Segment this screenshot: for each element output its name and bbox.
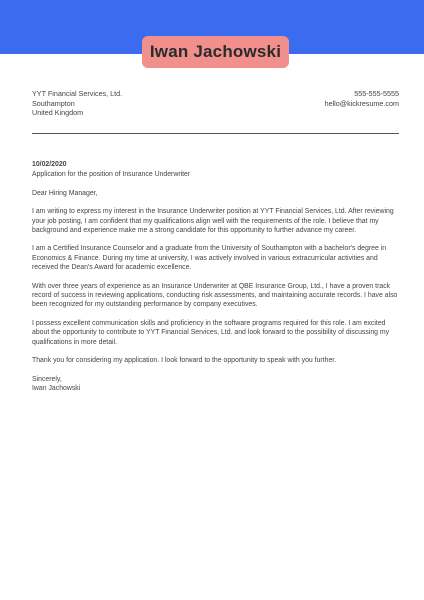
recipient-city: Southampton bbox=[32, 98, 75, 108]
paragraph: Thank you for considering my application. I look forward to the opportunity to speak with you further. bbox=[32, 357, 337, 365]
letter-date: 10/02/2020 bbox=[32, 161, 67, 168]
contact-info bbox=[325, 89, 399, 108]
recipient-country: United Kingdom bbox=[32, 108, 84, 118]
name-badge bbox=[142, 36, 289, 68]
closing: Sincerely, bbox=[32, 375, 62, 383]
closing-block bbox=[32, 375, 400, 394]
signature: Iwan Jachowski bbox=[32, 384, 81, 392]
salutation: Dear Hiring Manager, bbox=[32, 189, 98, 197]
paragraph: I possess excellent communication skills and proficiency in the software programs required for this role. I am excited about the opportunity to contribute to YYT Financial Services, Ltd. and look forward to the possibility of discussing my qualifications in more detail. bbox=[32, 319, 390, 346]
applicant-name: Iwan Jachowski bbox=[149, 42, 282, 61]
recipient-address bbox=[32, 89, 122, 118]
letter-subject: Application for the position of Insurance Underwriter bbox=[32, 171, 191, 179]
email-address: hello@kickresume.com bbox=[324, 98, 399, 108]
letter-body bbox=[32, 160, 400, 393]
divider bbox=[32, 133, 399, 134]
phone-number: 555-555-5555 bbox=[354, 89, 399, 98]
paragraph: I am writing to express my interest in the Insurance Underwriter position at YYT Financial Services, Ltd. After reviewing your job posting, I am confident that my qualifications align well with the requirements of the role. I believe that my background and experience make me a strong candidate for this opportunity to further advance my career. bbox=[32, 208, 394, 235]
recipient-company: YYT Financial Services, Ltd. bbox=[32, 89, 123, 98]
paragraph: With over three years of experience as an Insurance Underwriter at QBE Insurance Group, Ltd., I have a proven track record of success in reviewing applications, conducting risk assessments, and maintaining accurate records. I have also been recognized for my outstanding performance by company executives. bbox=[32, 282, 398, 309]
paragraph: I am a Certified Insurance Counselor and a graduate from the University of Southampton with a bachelor's degree in Economics & Finance. During my time at university, I was actively involved in various extracurricular activities and received the Dean's Award for academic excellence. bbox=[32, 245, 387, 272]
